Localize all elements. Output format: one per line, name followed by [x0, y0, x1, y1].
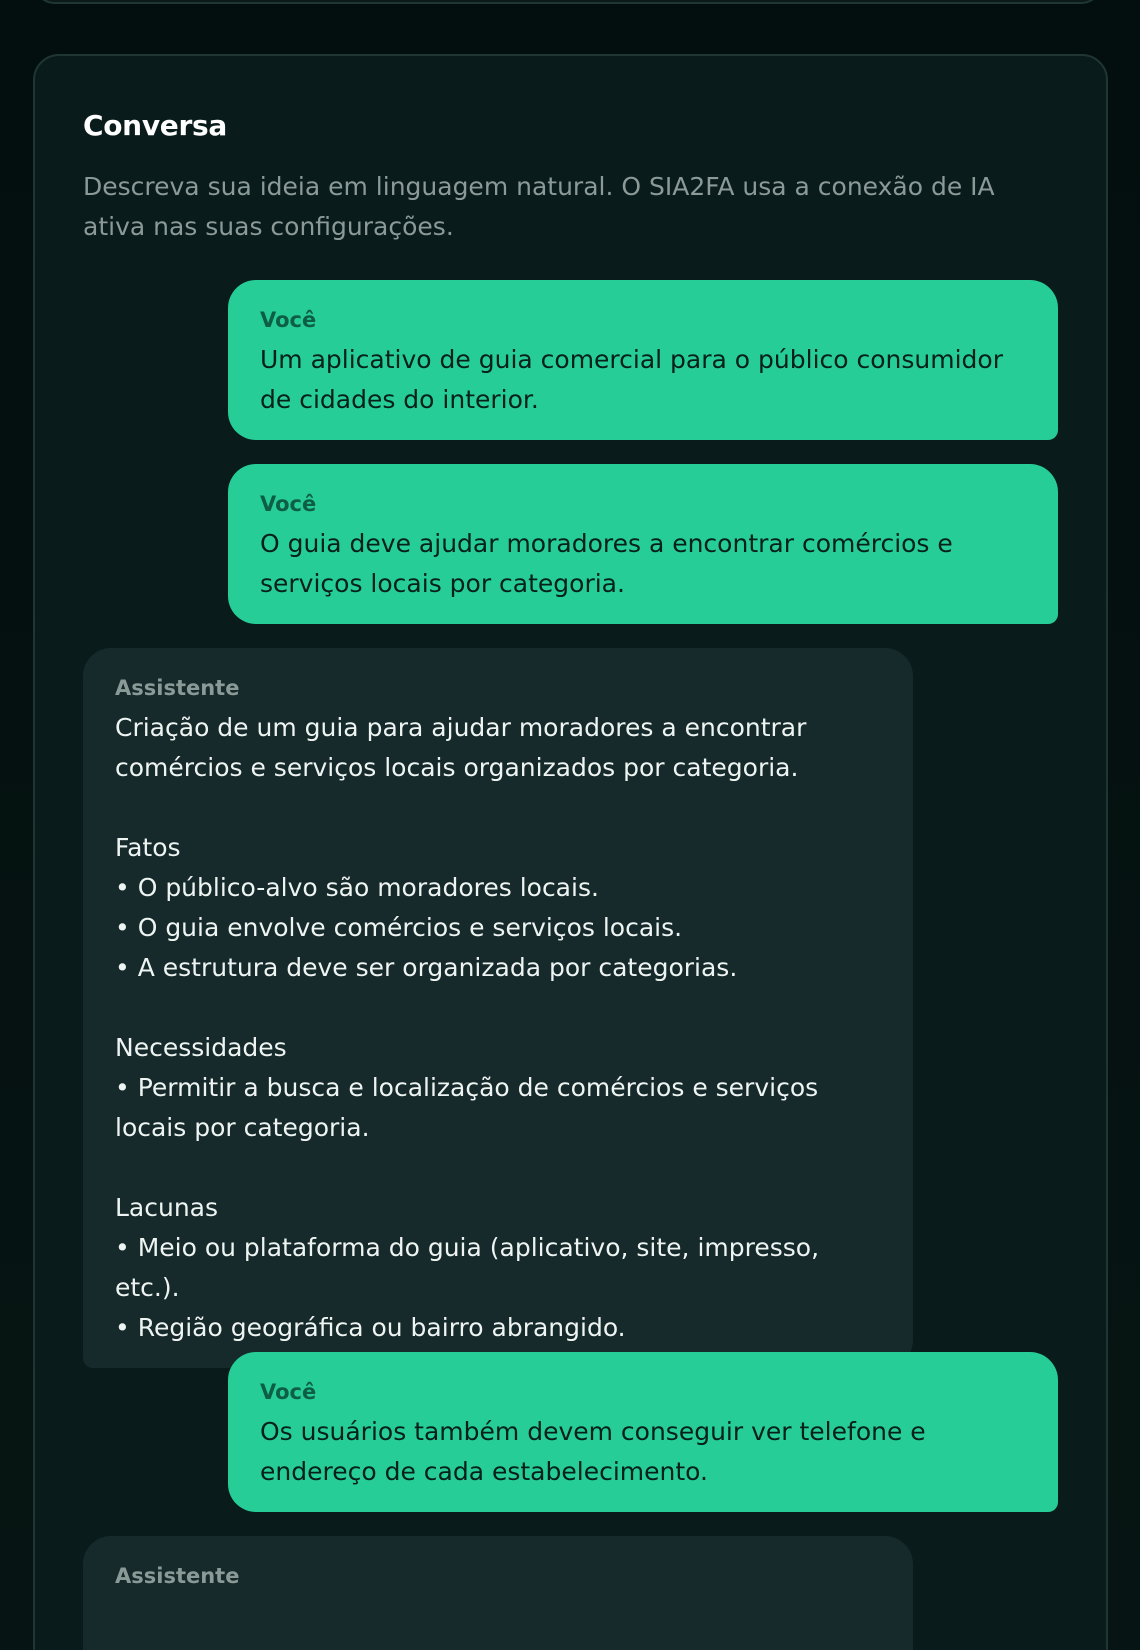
user-message: [228, 1352, 1058, 1512]
assistant-message: [83, 1536, 913, 1650]
previous-panel: [33, 0, 1103, 4]
conversation-panel: [33, 54, 1108, 1650]
message-role: Você: [260, 492, 317, 516]
user-message: [228, 464, 1058, 624]
message-text: Os usuários também devem conseguir ver telefone e endereço de cada estabelecimento.: [260, 1417, 926, 1486]
assistant-message: [83, 648, 913, 1368]
message-role: Assistente: [115, 1564, 240, 1588]
message-role: Você: [260, 308, 317, 332]
panel-title: Conversa: [83, 109, 227, 142]
panel-description: Descreva sua ideia em linguagem natural. O SIA2FA usa a conexão de IA ativa nas suas configurações.: [83, 172, 995, 241]
user-message: [228, 280, 1058, 440]
message-text: Criação de um guia para ajudar moradores a encontrar comércios e serviços locais organizados por categoria. Fatos • O público-alvo são moradores locais. • O guia envolve comércios e serviços locais. • A estrutura deve ser organizada por categorias. Necessidades • Permitir a busca e localização de comércios e serviços locais por categoria. Lacunas • Meio ou plataforma do guia (aplicativo, site, impresso, etc.). • Região geográfica ou bairro abrangido.: [115, 713, 820, 1342]
message-text: O guia deve ajudar moradores a encontrar comércios e serviços locais por categoria.: [260, 529, 953, 598]
message-role: Você: [260, 1380, 317, 1404]
message-role: Assistente: [115, 676, 240, 700]
message-text: Um aplicativo de guia comercial para o público consumidor de cidades do interior.: [260, 345, 1003, 414]
